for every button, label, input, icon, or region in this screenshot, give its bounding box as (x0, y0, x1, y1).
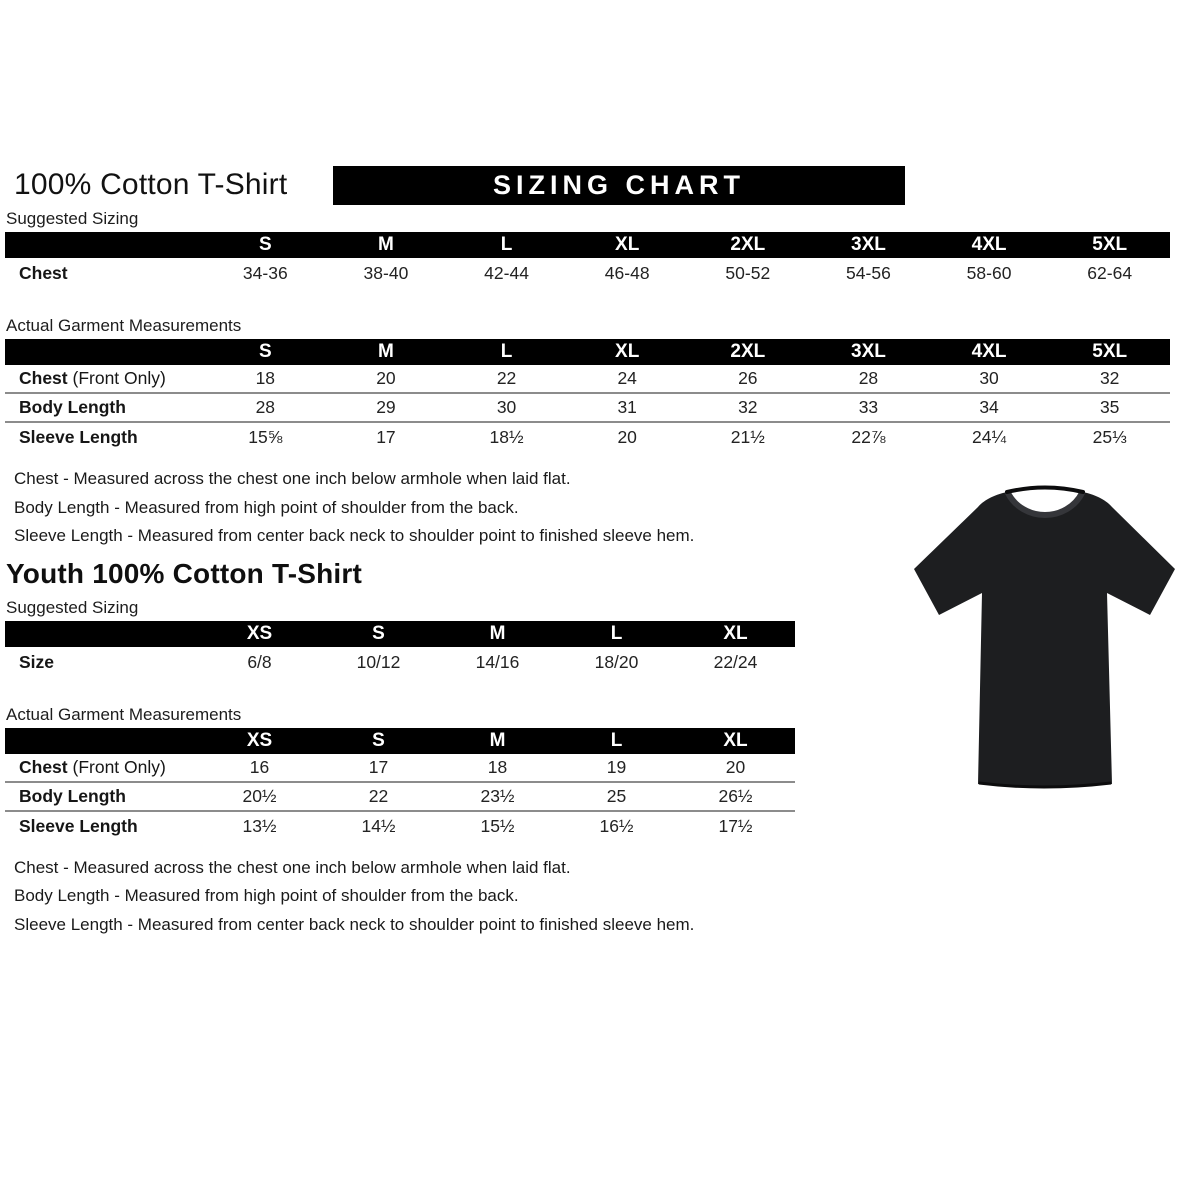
value-cell: 6/8 (247, 651, 272, 672)
value-cell: 17 (376, 427, 396, 447)
value-cell: 21½ (730, 427, 765, 447)
row-label-text: Chest (19, 263, 68, 283)
youth-suggested-sizing-label: Suggested Sizing (6, 597, 139, 617)
header-cell: XL (723, 729, 748, 751)
header-bar (5, 165, 1170, 205)
header-cell: 3XL (851, 234, 886, 255)
row-label (5, 368, 205, 389)
table-header-row (5, 621, 795, 647)
table-header-row (5, 728, 795, 754)
value-cell: 13½ (242, 815, 277, 836)
value-cell: 18½ (489, 427, 524, 447)
header-cell: 5XL (1092, 341, 1128, 362)
header-cell: S (258, 234, 272, 255)
row-label-suffix: (Front Only) (67, 368, 166, 388)
row-label-suffix: (Front Only) (67, 756, 166, 777)
header-cell: L (610, 729, 623, 751)
value-cell: 32 (738, 397, 758, 417)
header-cell: 2XL (730, 341, 766, 362)
row-label (5, 263, 205, 284)
row-label (5, 652, 200, 673)
youth-measurements-table (5, 728, 795, 841)
value-cell: 22/24 (713, 651, 758, 672)
value-cell: 24¼ (972, 427, 1007, 447)
value-cell: 22⅞ (851, 427, 886, 447)
value-cell: 20 (376, 368, 396, 388)
row-label (5, 816, 200, 837)
row-label-text: Body Length (19, 785, 126, 806)
value-cell: 24 (617, 368, 637, 388)
value-cell: 20 (617, 427, 637, 447)
table-row (5, 812, 795, 841)
header-cell: M (378, 341, 394, 362)
value-cell: 15⅝ (248, 427, 283, 447)
value-cell: 29 (376, 397, 396, 417)
note-chest: Chest - Measured across the chest one inch below armhole when laid flat. (14, 469, 571, 488)
table-row (5, 754, 795, 783)
value-cell: 50-52 (725, 263, 771, 283)
header-cell: S (258, 341, 272, 362)
row-label-text: Chest (19, 368, 68, 388)
value-cell: 34-36 (242, 263, 288, 283)
row-label (5, 757, 200, 778)
header-cell: 4XL (971, 234, 1007, 255)
value-cell: 28 (858, 368, 879, 388)
value-cell: 23½ (480, 785, 515, 806)
table-row (5, 258, 1170, 289)
note-sleeve-length: Sleeve Length - Measured from center back neck to shoulder point to finished sleeve hem. (14, 526, 695, 545)
row-label-text: Body Length (19, 397, 126, 417)
header-cell: M (489, 729, 506, 751)
table-row (5, 365, 1170, 394)
value-cell: 30 (979, 368, 999, 388)
note-sleeve-length: Sleeve Length - Measured from center back neck to shoulder point to finished sleeve hem. (14, 914, 695, 934)
tshirt-body-shape (914, 492, 1175, 788)
row-label-text: Sleeve Length (19, 427, 138, 447)
note-chest: Chest - Measured across the chest one inch below armhole when laid flat. (14, 857, 571, 877)
adult-measurements-table (5, 339, 1170, 452)
value-cell: 18 (255, 368, 276, 388)
value-cell: 28 (255, 397, 276, 417)
note-body-length: Body Length - Measured from high point of shoulder from the back. (14, 886, 519, 905)
header-cell: XS (246, 622, 273, 644)
table-row (5, 423, 1170, 452)
value-cell: 17 (368, 756, 389, 777)
value-cell: 58-60 (966, 263, 1012, 283)
value-cell: 22 (368, 785, 389, 806)
youth-suggested-sizing-table (5, 621, 795, 678)
tshirt-image (893, 480, 1193, 810)
value-cell: 25⅓ (1092, 427, 1127, 447)
value-cell: 20½ (242, 785, 277, 806)
header-cell: L (500, 341, 513, 362)
value-cell: 17½ (718, 815, 753, 836)
value-cell: 25 (606, 785, 627, 806)
value-cell: 16 (249, 756, 270, 777)
value-cell: 19 (606, 756, 627, 777)
table-row (5, 783, 795, 812)
tshirt-collar-back (1007, 488, 1083, 493)
value-cell: 16½ (599, 815, 634, 836)
table-row (5, 394, 1170, 423)
header-cell: 4XL (971, 341, 1007, 362)
row-label-text: Sleeve Length (19, 815, 138, 836)
adult-suggested-sizing-label: Suggested Sizing (6, 209, 139, 228)
header-cell: XS (246, 729, 273, 751)
value-cell: 46-48 (604, 263, 650, 283)
row-label (5, 786, 200, 807)
header-cell: XL (615, 234, 640, 255)
header-cell: 3XL (851, 341, 886, 362)
header-cell: L (610, 622, 623, 644)
adult-measurements-label: Actual Garment Measurements (6, 316, 242, 335)
value-cell: 14½ (361, 815, 396, 836)
value-cell: 35 (1099, 397, 1120, 417)
header-cell: 5XL (1092, 234, 1128, 255)
value-cell: 26 (738, 368, 758, 388)
value-cell: 14/16 (475, 651, 520, 672)
header-cell: XL (615, 341, 640, 362)
youth-section-title: Youth 100% Cotton T-Shirt (6, 557, 363, 589)
row-label-text: Chest (19, 756, 68, 777)
value-cell: 34 (979, 397, 999, 417)
header-cell: M (378, 234, 394, 255)
value-cell: 22 (496, 368, 517, 388)
value-cell: 20 (725, 756, 746, 777)
value-cell: 30 (496, 397, 517, 417)
table-row (5, 647, 795, 678)
value-cell: 54-56 (846, 263, 891, 283)
youth-measurement-notes (14, 854, 1170, 940)
value-cell: 32 (1099, 368, 1120, 388)
note-body-length: Body Length - Measured from high point of shoulder from the back. (14, 497, 519, 517)
value-cell: 31 (617, 397, 637, 417)
header-cell: XL (723, 622, 748, 644)
value-cell: 18 (487, 756, 508, 777)
tshirt-graphic (893, 480, 1193, 810)
row-label (5, 397, 205, 418)
sizing-chart-banner-label: SIZING CHART (493, 170, 745, 200)
value-cell: 42-44 (484, 263, 529, 283)
table-header-row (5, 339, 1170, 365)
header-cell: M (489, 622, 506, 644)
value-cell: 15½ (480, 815, 515, 836)
table-header-row (5, 232, 1170, 258)
youth-measurements-label: Actual Garment Measurements (6, 704, 242, 724)
row-label (5, 427, 205, 448)
value-cell: 18/20 (594, 651, 639, 672)
value-cell: 62-64 (1087, 263, 1133, 283)
page-title: 100% Cotton T-Shirt (14, 168, 288, 201)
header-cell: S (372, 729, 385, 751)
header-cell: 2XL (730, 234, 766, 255)
value-cell: 26½ (718, 785, 753, 806)
value-cell: 38-40 (363, 263, 409, 283)
value-cell: 33 (858, 397, 879, 417)
header-cell: S (372, 622, 385, 644)
value-cell: 10/12 (356, 651, 401, 672)
adult-suggested-sizing-table (5, 232, 1170, 289)
header-cell: L (500, 234, 513, 255)
row-label-text: Size (19, 651, 55, 672)
sizing-chart-banner (333, 166, 905, 205)
